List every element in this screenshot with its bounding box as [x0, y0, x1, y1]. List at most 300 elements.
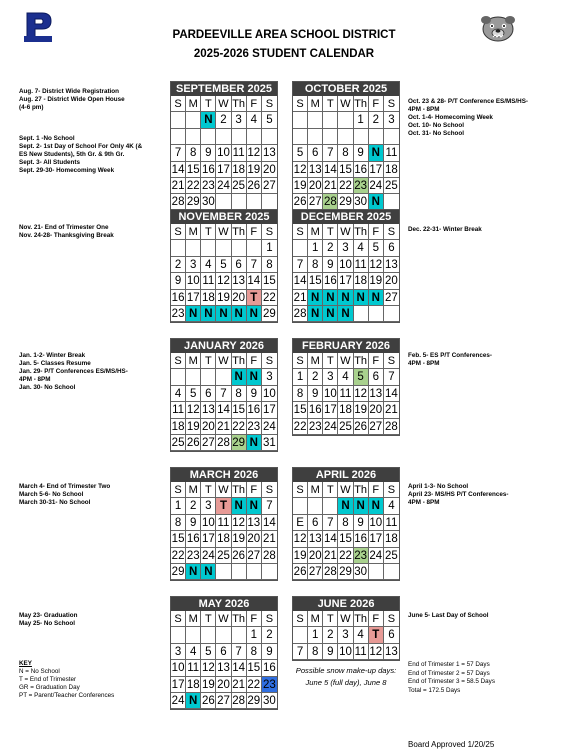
weekday-header: T: [323, 96, 338, 112]
month-header: APRIL 2026: [293, 468, 399, 482]
day-cell: 21: [384, 402, 399, 418]
trimester-stats: [408, 661, 495, 695]
day-cell: N: [201, 564, 216, 580]
day-cell: 6: [369, 369, 384, 385]
day-cell: [338, 129, 353, 145]
day-cell: 18: [201, 290, 216, 306]
day-cell: 14: [323, 531, 338, 547]
day-cell: 26: [201, 693, 216, 709]
day-cell: N: [247, 306, 262, 322]
day-cell: 16: [354, 531, 369, 547]
day-cell: 15: [308, 273, 323, 289]
day-cell: N: [338, 306, 353, 322]
day-cell: 3: [323, 369, 338, 385]
day-cell: 3: [171, 644, 186, 660]
day-cell: 26: [293, 564, 308, 580]
day-cell: 28: [384, 419, 399, 435]
calendar-key: [19, 660, 114, 700]
day-cell: [308, 129, 323, 145]
day-cell: 20: [369, 402, 384, 418]
day-cell: 10: [262, 386, 277, 402]
notes-september: [19, 135, 142, 175]
day-cell: N: [232, 369, 247, 385]
day-cell: 17: [186, 290, 201, 306]
day-cell: 14: [216, 402, 231, 418]
weekday-header: T: [201, 224, 216, 240]
day-cell: 9: [323, 257, 338, 273]
day-cell: [186, 112, 201, 128]
month-header: MARCH 2026: [171, 468, 277, 482]
day-cell: 23: [262, 677, 277, 693]
day-cell: 8: [293, 386, 308, 402]
day-cell: 7: [323, 515, 338, 531]
weekday-header: S: [171, 611, 186, 627]
day-cell: 19: [247, 162, 262, 178]
day-cell: 12: [293, 531, 308, 547]
day-cell: 10: [323, 386, 338, 402]
day-cell: 4: [201, 257, 216, 273]
day-cell: N: [369, 498, 384, 514]
day-cell: 24: [323, 419, 338, 435]
day-cell: 10: [186, 273, 201, 289]
day-cell: 11: [384, 515, 399, 531]
weekday-header: S: [171, 353, 186, 369]
day-cell: 17: [262, 402, 277, 418]
weekday-header: Th: [354, 96, 369, 112]
month-calendar: [170, 81, 278, 212]
note-line: Aug. 27 - District Wide Open House: [19, 96, 125, 103]
day-cell: 22: [293, 419, 308, 435]
day-cell: 12: [201, 660, 216, 676]
day-cell: 11: [354, 644, 369, 660]
note-line: Oct. 31- No School: [408, 130, 464, 137]
day-cell: 17: [201, 531, 216, 547]
note-line: March 30-31- No School: [19, 499, 91, 506]
note-line: Sept. 1 -No School: [19, 135, 75, 142]
weekday-header: T: [201, 611, 216, 627]
month-header: JUNE 2026: [293, 597, 399, 611]
day-cell: 11: [338, 386, 353, 402]
day-cell: [186, 240, 201, 256]
day-cell: 16: [262, 660, 277, 676]
day-cell: [247, 240, 262, 256]
note-line: Sept. 29-30- Homecoming Week: [19, 167, 115, 174]
day-cell: 7: [293, 257, 308, 273]
weekday-header: T: [323, 611, 338, 627]
weekday-header: Th: [354, 353, 369, 369]
day-cell: [293, 240, 308, 256]
day-cell: 3: [262, 369, 277, 385]
day-cell: 17: [323, 402, 338, 418]
day-cell: 14: [293, 273, 308, 289]
day-cell: 11: [171, 402, 186, 418]
trimester-stat: End of Trimester 1 = 57 Days: [408, 661, 490, 668]
day-cell: [354, 306, 369, 322]
weekday-header: S: [293, 224, 308, 240]
notes-april: [408, 483, 508, 507]
day-cell: 27: [216, 693, 231, 709]
day-cell: 24: [262, 419, 277, 435]
day-cell: 1: [308, 627, 323, 643]
day-cell: E: [293, 515, 308, 531]
day-cell: 27: [262, 178, 277, 194]
day-cell: 17: [369, 531, 384, 547]
day-cell: 24: [201, 548, 216, 564]
day-cell: N: [216, 306, 231, 322]
note-line: April 23- MS/HS P/T Conferences-: [408, 491, 509, 498]
day-cell: [354, 129, 369, 145]
day-cell: 7: [216, 386, 231, 402]
day-cell: 7: [171, 145, 186, 161]
note-line: 4PM - 8PM: [408, 106, 440, 113]
note-line: May 25- No School: [19, 620, 75, 627]
day-cell: 27: [308, 194, 323, 210]
weekday-header: Th: [354, 224, 369, 240]
day-cell: 13: [369, 386, 384, 402]
day-cell: 18: [216, 531, 231, 547]
day-cell: 24: [171, 693, 186, 709]
day-cell: [384, 129, 399, 145]
day-cell: [216, 627, 231, 643]
weekday-header: F: [369, 482, 384, 498]
day-cell: 7: [323, 145, 338, 161]
day-cell: 18: [186, 677, 201, 693]
notes-october: [408, 98, 528, 138]
notes-november: [19, 224, 114, 240]
day-cell: 30: [354, 564, 369, 580]
day-cell: [232, 564, 247, 580]
day-cell: 5: [201, 644, 216, 660]
day-cell: 2: [186, 498, 201, 514]
day-cell: 8: [232, 386, 247, 402]
day-cell: 12: [186, 402, 201, 418]
weekday-header: Th: [232, 96, 247, 112]
month-header: FEBRUARY 2026: [293, 339, 399, 353]
weekday-header: M: [308, 224, 323, 240]
month-calendar: [292, 81, 400, 212]
note-line: Aug. 7- District Wide Registration: [19, 88, 120, 95]
weekday-header: F: [369, 224, 384, 240]
day-cell: [369, 129, 384, 145]
day-cell: 6: [384, 627, 399, 643]
day-cell: 13: [201, 402, 216, 418]
day-cell: 16: [354, 162, 369, 178]
day-cell: 27: [308, 564, 323, 580]
day-cell: 19: [293, 548, 308, 564]
day-cell: [369, 564, 384, 580]
day-cell: 17: [338, 273, 353, 289]
day-cell: 22: [232, 419, 247, 435]
day-cell: 27: [201, 435, 216, 451]
day-cell: [308, 112, 323, 128]
day-cell: 23: [308, 419, 323, 435]
day-cell: 17: [369, 162, 384, 178]
note-line: March 4- End of Trimester Two: [19, 483, 111, 490]
day-cell: 28: [232, 693, 247, 709]
day-cell: 12: [247, 145, 262, 161]
day-cell: 15: [232, 402, 247, 418]
key-item: N = No School: [19, 668, 60, 675]
day-cell: 8: [186, 145, 201, 161]
notes-january: [19, 352, 128, 392]
weekday-header: F: [247, 482, 262, 498]
day-cell: 20: [232, 290, 247, 306]
note-line: ES New Students), 5th Gr. & 9th Gr.: [19, 151, 125, 158]
day-cell: 13: [232, 273, 247, 289]
month-calendar: [170, 338, 278, 452]
day-cell: 20: [384, 273, 399, 289]
day-cell: [262, 129, 277, 145]
day-cell: 2: [323, 240, 338, 256]
day-cell: 7: [247, 257, 262, 273]
day-cell: 3: [338, 627, 353, 643]
day-cell: 5: [354, 369, 369, 385]
day-cell: 15: [262, 273, 277, 289]
note-line: Oct. 1-4- Homecoming Week: [408, 114, 493, 121]
day-cell: 7: [384, 369, 399, 385]
day-cell: 14: [384, 386, 399, 402]
day-cell: 9: [308, 386, 323, 402]
weekday-header: W: [216, 353, 231, 369]
day-cell: 26: [247, 178, 262, 194]
day-cell: 12: [232, 515, 247, 531]
weekday-header: S: [384, 482, 399, 498]
key-item: T = End of Trimester: [19, 676, 77, 683]
weekday-header: S: [384, 611, 399, 627]
day-cell: 21: [262, 531, 277, 547]
day-cell: N: [354, 498, 369, 514]
calendar-title: 2025-2026 STUDENT CALENDAR: [193, 48, 375, 60]
day-cell: 19: [369, 273, 384, 289]
day-cell: 9: [247, 386, 262, 402]
day-cell: 2: [323, 627, 338, 643]
weekday-header: M: [186, 96, 201, 112]
day-cell: [201, 240, 216, 256]
month-header: JANUARY 2026: [171, 339, 277, 353]
day-cell: N: [232, 306, 247, 322]
weekday-header: W: [338, 482, 353, 498]
day-cell: 10: [201, 515, 216, 531]
day-cell: 15: [338, 531, 353, 547]
weekday-header: S: [262, 353, 277, 369]
month-header: SEPTEMBER 2025: [171, 82, 277, 96]
day-cell: 1: [354, 112, 369, 128]
day-cell: 11: [354, 257, 369, 273]
day-cell: 26: [186, 435, 201, 451]
day-cell: 14: [262, 515, 277, 531]
day-cell: [186, 129, 201, 145]
day-cell: 23: [354, 178, 369, 194]
weekday-header: S: [262, 96, 277, 112]
day-cell: 20: [262, 162, 277, 178]
day-cell: 13: [308, 162, 323, 178]
day-cell: 5: [262, 112, 277, 128]
day-cell: [323, 129, 338, 145]
day-cell: 22: [338, 548, 353, 564]
key-item: PT = Parent/Teacher Conferences: [19, 692, 115, 699]
day-cell: 8: [247, 644, 262, 660]
weekday-header: S: [384, 353, 399, 369]
day-cell: [384, 306, 399, 322]
day-cell: 23: [186, 548, 201, 564]
day-cell: [171, 129, 186, 145]
day-cell: [216, 369, 231, 385]
snow-makeup-note: [287, 665, 405, 689]
day-cell: 19: [216, 290, 231, 306]
day-cell: N: [369, 290, 384, 306]
weekday-header: M: [308, 611, 323, 627]
day-cell: 16: [247, 402, 262, 418]
day-cell: 9: [171, 273, 186, 289]
day-cell: N: [323, 306, 338, 322]
note-line: Sept. 3- All Students: [19, 159, 80, 166]
weekday-header: S: [262, 611, 277, 627]
day-cell: 1: [308, 240, 323, 256]
note-line: Nov. 21- End of Trimester One: [19, 224, 109, 231]
day-cell: 8: [338, 515, 353, 531]
day-cell: 4: [384, 498, 399, 514]
day-cell: 10: [338, 257, 353, 273]
day-cell: 11: [232, 145, 247, 161]
note-line: March 5-6- No School: [19, 491, 84, 498]
day-cell: 7: [293, 644, 308, 660]
day-cell: [384, 564, 399, 580]
note-line: 4PM - 8PM: [19, 376, 51, 383]
day-cell: N: [308, 306, 323, 322]
weekday-header: F: [369, 353, 384, 369]
notes-august: [19, 88, 125, 112]
day-cell: 13: [216, 660, 231, 676]
day-cell: 25: [384, 548, 399, 564]
weekday-header: Th: [232, 482, 247, 498]
day-cell: [369, 306, 384, 322]
day-cell: [308, 498, 323, 514]
weekday-header: T: [323, 353, 338, 369]
day-cell: T: [369, 627, 384, 643]
day-cell: 16: [308, 402, 323, 418]
day-cell: [323, 112, 338, 128]
day-cell: 1: [247, 627, 262, 643]
weekday-header: S: [293, 482, 308, 498]
trimester-stat: Total = 172.5 Days: [408, 686, 461, 694]
day-cell: 24: [369, 548, 384, 564]
day-cell: 30: [201, 194, 216, 210]
weekday-header: S: [262, 224, 277, 240]
weekday-header: S: [384, 224, 399, 240]
district-title: PARDEEVILLE AREA SCHOOL DISTRICT: [172, 29, 396, 41]
day-cell: N: [247, 498, 262, 514]
day-cell: 3: [186, 257, 201, 273]
weekday-header: M: [186, 611, 201, 627]
day-cell: N: [186, 564, 201, 580]
day-cell: 28: [323, 564, 338, 580]
snow-makeup-line: June 5 (full day), June 8: [305, 678, 387, 687]
day-cell: 20: [308, 548, 323, 564]
day-cell: 22: [186, 178, 201, 194]
day-cell: 23: [201, 178, 216, 194]
month-calendar: [292, 596, 400, 661]
day-cell: 21: [293, 290, 308, 306]
note-line: (4-6 pm): [19, 104, 44, 111]
weekday-header: S: [293, 96, 308, 112]
day-cell: 11: [201, 273, 216, 289]
day-cell: 5: [293, 145, 308, 161]
weekday-header: M: [186, 224, 201, 240]
day-cell: N: [201, 306, 216, 322]
day-cell: 6: [232, 257, 247, 273]
day-cell: 4: [354, 240, 369, 256]
weekday-header: M: [186, 353, 201, 369]
weekday-header: W: [338, 611, 353, 627]
day-cell: 15: [247, 660, 262, 676]
note-line: Nov. 24-28- Thanksgiving Break: [19, 232, 114, 239]
day-cell: 13: [384, 257, 399, 273]
month-header: DECEMBER 2025: [293, 210, 399, 224]
day-cell: 24: [369, 178, 384, 194]
day-cell: [171, 627, 186, 643]
day-cell: 26: [293, 194, 308, 210]
day-cell: [216, 240, 231, 256]
day-cell: [262, 564, 277, 580]
weekday-header: W: [216, 224, 231, 240]
day-cell: 28: [216, 435, 231, 451]
day-cell: [293, 129, 308, 145]
day-cell: 8: [338, 145, 353, 161]
day-cell: [216, 564, 231, 580]
weekday-header: T: [201, 353, 216, 369]
day-cell: 21: [232, 677, 247, 693]
day-cell: 15: [293, 402, 308, 418]
day-cell: 7: [232, 644, 247, 660]
day-cell: 8: [308, 257, 323, 273]
notes-december: [408, 226, 482, 234]
day-cell: 9: [354, 145, 369, 161]
day-cell: [232, 240, 247, 256]
day-cell: 28: [323, 194, 338, 210]
day-cell: N: [338, 498, 353, 514]
day-cell: 13: [262, 145, 277, 161]
weekday-header: S: [171, 482, 186, 498]
day-cell: 2: [216, 112, 231, 128]
day-cell: 2: [369, 112, 384, 128]
day-cell: N: [338, 290, 353, 306]
day-cell: 26: [232, 548, 247, 564]
notes-june: [408, 612, 488, 620]
day-cell: 4: [171, 386, 186, 402]
day-cell: 29: [171, 564, 186, 580]
day-cell: 16: [323, 273, 338, 289]
day-cell: 9: [186, 515, 201, 531]
day-cell: 29: [232, 435, 247, 451]
day-cell: 3: [338, 240, 353, 256]
day-cell: 13: [384, 644, 399, 660]
day-cell: [171, 240, 186, 256]
day-cell: [201, 129, 216, 145]
day-cell: 15: [186, 162, 201, 178]
day-cell: 29: [186, 194, 201, 210]
note-line: 4PM - 8PM: [408, 360, 440, 367]
month-header: OCTOBER 2025: [293, 82, 399, 96]
weekday-header: M: [308, 353, 323, 369]
note-line: 4PM - 8PM: [408, 499, 440, 506]
note-line: Jan. 29- P/T Conferences ES/MS/HS-: [19, 368, 128, 375]
day-cell: 9: [201, 145, 216, 161]
weekday-header: S: [293, 353, 308, 369]
day-cell: 19: [232, 531, 247, 547]
day-cell: 13: [247, 515, 262, 531]
day-cell: 18: [384, 162, 399, 178]
day-cell: [171, 112, 186, 128]
